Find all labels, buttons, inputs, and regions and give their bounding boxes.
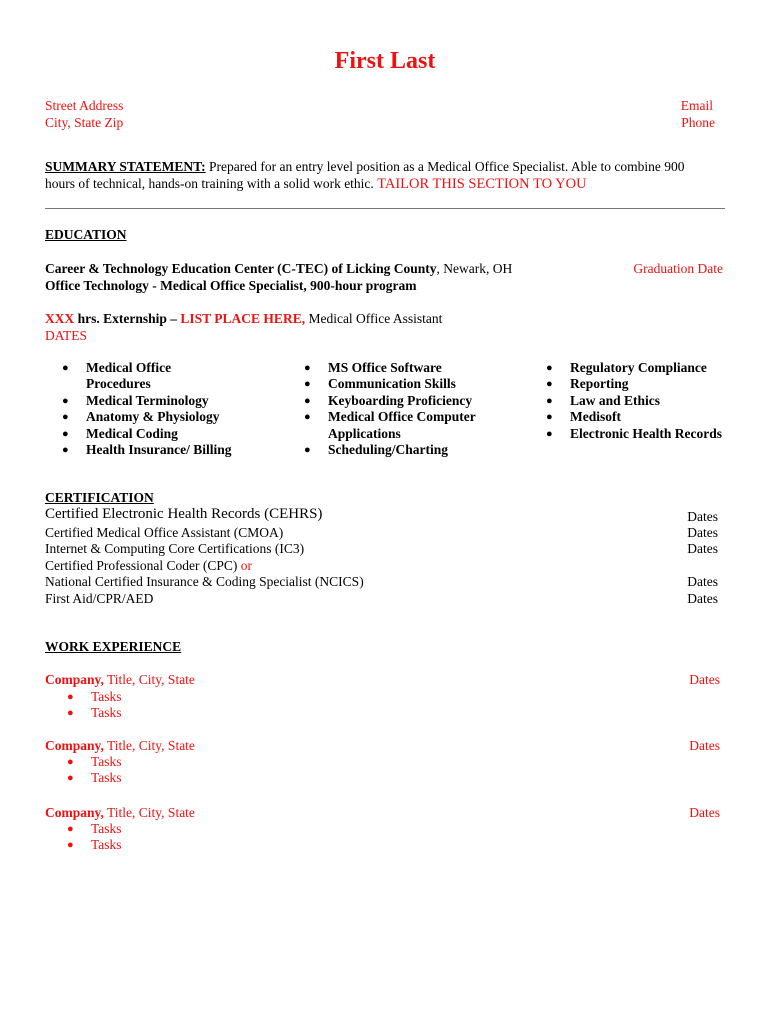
cert-date: Dates — [687, 509, 718, 524]
summary-text-1: Prepared for an entry level position as a Medical Office Specialist. Able to combine 900 — [205, 159, 685, 174]
skill-item: ● Communication Skills — [304, 376, 494, 392]
skill-item: ● Reporting — [546, 376, 726, 392]
cert-date: Dates — [687, 591, 718, 606]
externship-label: hrs. Externship – — [74, 311, 181, 326]
skill-item: ● Regulatory Compliance — [546, 360, 726, 376]
education-heading: EDUCATION — [45, 227, 127, 242]
skill-item: ● MS Office Software — [304, 360, 494, 376]
skill-item: ● Medical Office Procedures — [62, 360, 232, 393]
summary-heading: SUMMARY STATEMENT: — [45, 159, 206, 174]
job-company: Company, — [45, 805, 104, 820]
cert-date: Dates — [687, 541, 718, 556]
cert-name: Certified Medical Office Assistant (CMOA) — [45, 525, 284, 540]
job-line — [45, 805, 195, 821]
skill-item: ● Health Insurance/ Billing — [62, 442, 232, 458]
skills-column-1 — [62, 360, 232, 458]
cert-line-cpc — [45, 558, 252, 574]
cert-name: National Certified Insurance & Coding Specialist (NCICS) — [45, 574, 364, 589]
task-item: ● Tasks — [67, 770, 122, 786]
phone: Phone — [681, 115, 715, 130]
certification-heading: CERTIFICATION — [45, 490, 154, 505]
school-location: , Newark, OH — [436, 261, 513, 276]
externship-dates: DATES — [45, 328, 88, 343]
job-company: Company, — [45, 738, 104, 753]
job-dates: Dates — [689, 672, 720, 687]
job-tasks — [67, 821, 122, 854]
job-line — [45, 738, 195, 754]
school-name: Career & Technology Education Center (C-TEC) of Licking County — [45, 261, 437, 276]
resume-name: First Last — [334, 48, 436, 74]
job-tasks — [67, 754, 122, 787]
cert-date: Dates — [687, 525, 718, 540]
email: Email — [680, 98, 713, 113]
externship-line — [45, 311, 442, 327]
school-line — [45, 261, 512, 277]
cert-name: Certified Electronic Health Records (CEHRS) — [45, 506, 323, 522]
externship-hours: XXX — [45, 311, 75, 326]
job-line — [45, 672, 195, 688]
externship-role: Medical Office Assistant — [305, 311, 443, 326]
skills-column-3 — [546, 360, 726, 442]
cert-name: Internet & Computing Core Certifications (IC3) — [45, 541, 305, 556]
job-details: Title, City, State — [103, 672, 195, 687]
skill-item: ● Medisoft — [546, 409, 726, 425]
task-item: ● Tasks — [67, 754, 122, 770]
task-item: ● Tasks — [67, 821, 122, 837]
summary-line-2 — [45, 176, 587, 193]
skill-item: ● Keyboarding Proficiency — [304, 393, 494, 409]
city-state-zip: City, State Zip — [45, 115, 124, 130]
cert-name: Certified Professional Coder (CPC) — [45, 558, 241, 573]
graduation-date: Graduation Date — [633, 261, 723, 276]
skill-item: ● Anatomy & Physiology — [62, 409, 232, 425]
job-details: Title, City, State — [103, 805, 195, 820]
skills-column-2 — [304, 360, 494, 458]
summary-line-1 — [45, 159, 685, 175]
skill-item: ● Medical Coding — [62, 426, 232, 442]
externship-place: LIST PLACE HERE, — [180, 311, 306, 326]
task-item: ● Tasks — [67, 705, 122, 721]
summary-text-2: hours of technical, hands-on training with a solid work ethic. — [45, 176, 378, 191]
cert-or: or — [240, 558, 252, 573]
job-details: Title, City, State — [103, 738, 195, 753]
skill-item: ● Medical Terminology — [62, 393, 232, 409]
skill-item: ● Law and Ethics — [546, 393, 726, 409]
cert-name: First Aid/CPR/AED — [45, 591, 154, 606]
summary-tailor: TAILOR THIS SECTION TO YOU — [377, 176, 587, 192]
skill-item: ● Medical Office Computer Applications — [304, 409, 494, 442]
job-dates: Dates — [689, 805, 720, 820]
divider — [45, 208, 725, 209]
job-company: Company, — [45, 672, 104, 687]
job-tasks — [67, 689, 122, 722]
cert-date: Dates — [687, 574, 718, 589]
task-item: ● Tasks — [67, 837, 122, 853]
skill-item: ● Scheduling/Charting — [304, 442, 494, 458]
job-dates: Dates — [689, 738, 720, 753]
program: Office Technology - Medical Office Specialist, 900-hour program — [45, 278, 417, 293]
skill-item: ● Electronic Health Records — [546, 426, 726, 442]
task-item: ● Tasks — [67, 689, 122, 705]
work-heading: WORK EXPERIENCE — [45, 639, 182, 654]
street-address: Street Address — [45, 98, 124, 113]
